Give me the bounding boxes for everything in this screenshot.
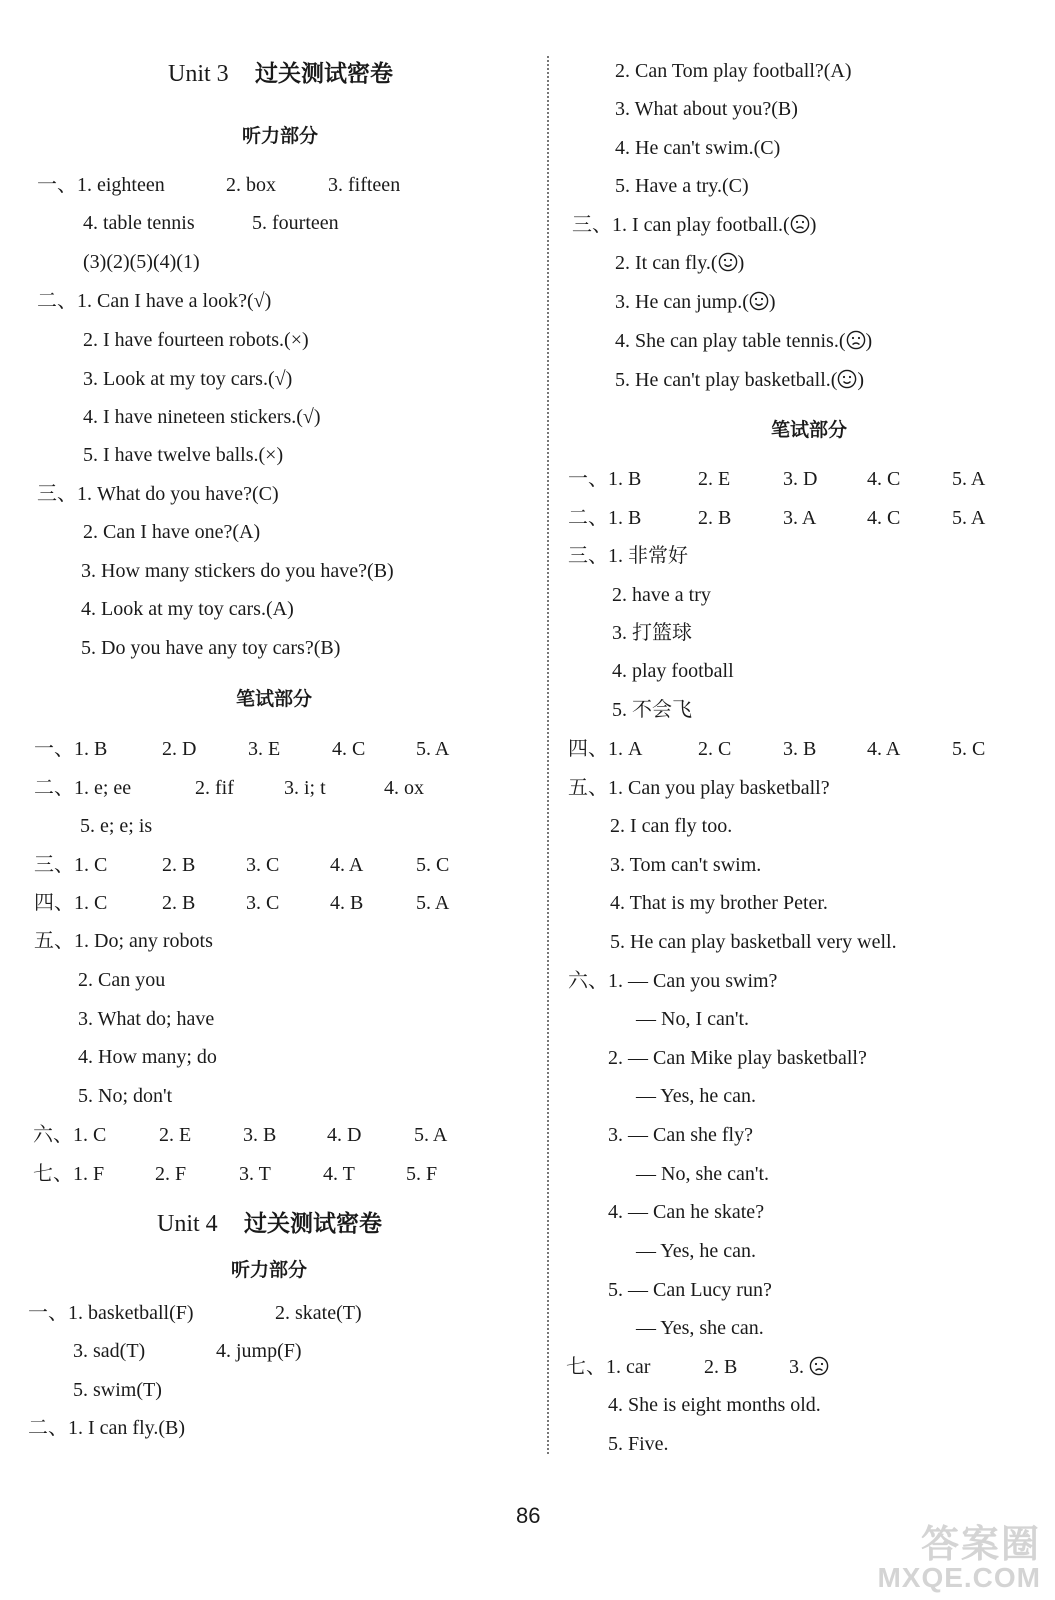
- answer-text: 5. Five.: [608, 1433, 669, 1455]
- answer-text: 听力部分: [242, 125, 319, 147]
- answer-text: 3. Tom can't swim.: [610, 854, 762, 876]
- answer-text: 2. box: [226, 174, 276, 196]
- answer-text: 2. E: [698, 468, 731, 490]
- answer-text: 笔试部分: [236, 688, 313, 710]
- answer-text: 2. Can Tom play football?(A): [615, 60, 852, 82]
- answer-text: 5. e; e; is: [80, 815, 153, 837]
- sad-face-icon: [846, 330, 866, 356]
- answer-text: 5. C: [952, 738, 986, 760]
- answer-text: 3. T: [239, 1163, 271, 1185]
- answer-text: 2. fif: [195, 777, 234, 799]
- answer-text: 4. T: [323, 1163, 355, 1185]
- answer-text: 3. What about you?(B): [615, 98, 798, 120]
- answer-text: 5. — Can Lucy run?: [608, 1279, 772, 1301]
- answer-text: 4. — Can he skate?: [608, 1201, 765, 1223]
- answer-text: — No, I can't.: [636, 1008, 750, 1030]
- answer-text: 5. I have twelve balls.(×): [83, 444, 284, 466]
- answer-text: 4. A: [330, 854, 364, 876]
- answer-text: 5. C: [416, 854, 450, 876]
- answer-text: (3)(2)(5)(4)(1): [83, 251, 200, 273]
- answer-text: 2. I have fourteen robots.(×): [83, 329, 309, 351]
- answer-text: 二、1. Can I have a look?(√): [37, 290, 272, 312]
- answer-text: 3. Look at my toy cars.(√): [83, 368, 293, 390]
- answer-text: 听力部分: [231, 1259, 308, 1281]
- answer-text: 2. B: [162, 854, 196, 876]
- answer-text: 一、1. eighteen: [37, 174, 165, 196]
- answer-text: Unit 3: [168, 61, 229, 87]
- answer-text: 3. E: [248, 738, 281, 760]
- answer-text: 5. No; don't: [78, 1085, 173, 1107]
- answer-text: 5. Have a try.(C): [615, 175, 749, 197]
- answer-text: 5. He can play basketball very well.: [610, 931, 897, 953]
- unit-title-zh: 过关测试密卷: [244, 1211, 382, 1237]
- answer-text-tail: ): [857, 369, 865, 391]
- answer-text: 四、1. C: [34, 892, 108, 914]
- answer-text: 3. sad(T): [73, 1340, 146, 1362]
- answer-text-tail: ): [737, 252, 745, 274]
- answer-text: 3. C: [246, 892, 280, 914]
- answer-text: 2. Can you: [78, 969, 166, 991]
- answer-text: 4. C: [867, 468, 901, 490]
- answer-text: 一、1. B: [568, 468, 642, 490]
- column-divider: [547, 56, 549, 1454]
- answer-text: 三、1. I can play football.( ): [572, 213, 816, 240]
- answer-text: Unit 4: [157, 1211, 218, 1237]
- answer-text: 5. A: [414, 1124, 448, 1146]
- answer-text: 5. swim(T): [73, 1379, 162, 1401]
- answer-text: 4. D: [327, 1124, 362, 1146]
- answer-text: 4. Look at my toy cars.(A): [81, 598, 294, 620]
- smiley-face-icon: [837, 369, 857, 395]
- answer-text: 七、1. F: [33, 1163, 105, 1185]
- answer-text: 5. fourteen: [252, 212, 339, 234]
- watermark-url: MXQE.COM: [877, 1562, 1041, 1593]
- answer-text: 5. F: [406, 1163, 438, 1185]
- answer-text: — Yes, she can.: [636, 1317, 764, 1339]
- answer-text: 5. 不会飞: [612, 699, 692, 721]
- answer-text-tail: ): [809, 214, 817, 236]
- answer-text: 3. He can jump.( ): [615, 290, 776, 317]
- answer-text: 4. A: [867, 738, 901, 760]
- answer-text: 2. E: [159, 1124, 192, 1146]
- answer-text: 二、1. I can fly.(B): [28, 1417, 185, 1439]
- answer-text: 3. D: [783, 468, 818, 490]
- answer-text: 4. B: [330, 892, 364, 914]
- answer-text: 一、1. B: [34, 738, 108, 760]
- answer-text: 2. C: [698, 738, 732, 760]
- answer-text: 5. He can't play basketball.( ): [615, 368, 864, 395]
- answer-text: 3. i; t: [284, 777, 326, 799]
- sad-face-icon: [809, 1356, 829, 1382]
- answer-text: 3. What do; have: [78, 1008, 215, 1030]
- answer-text: 3. How many stickers do you have?(B): [81, 560, 394, 582]
- answer-text: 4. ox: [384, 777, 424, 799]
- answer-text: 3. C: [246, 854, 280, 876]
- unit-title-zh: 过关测试密卷: [255, 61, 393, 87]
- answer-text: 五、1. Do; any robots: [34, 930, 213, 952]
- answer-text: 3. fifteen: [328, 174, 401, 196]
- answer-text: 2. have a try: [612, 584, 711, 606]
- watermark: [877, 1526, 1041, 1592]
- answer-text: 笔试部分: [771, 419, 848, 441]
- answer-text: 3. — Can she fly?: [608, 1124, 753, 1146]
- answer-text: 三、1. What do you have?(C): [37, 483, 279, 505]
- answer-text: 5. Do you have any toy cars?(B): [81, 637, 341, 659]
- answer-text: 六、1. — Can you swim?: [568, 970, 778, 992]
- answer-text: 4. C: [332, 738, 366, 760]
- answer-text: 4. He can't swim.(C): [615, 137, 781, 159]
- answer-text: 5. A: [952, 468, 986, 490]
- answer-text: — Yes, he can.: [636, 1240, 756, 1262]
- answer-text: 2. B: [698, 507, 732, 529]
- answer-text: 五、1. Can you play basketball?: [568, 777, 830, 799]
- answer-text: 5. A: [952, 507, 986, 529]
- answer-text: 3. B: [243, 1124, 277, 1146]
- answer-text: 3. A: [783, 507, 817, 529]
- answer-text: 4. She is eight months old.: [608, 1394, 821, 1416]
- answer-text: 2. Can I have one?(A): [83, 521, 261, 543]
- answer-text: 4. C: [867, 507, 901, 529]
- page-number: 86: [516, 1503, 541, 1528]
- answer-text: 3.: [789, 1355, 829, 1382]
- answer-text: 4. play football: [612, 660, 734, 682]
- answer-text: 三、1. 非常好: [568, 545, 688, 567]
- answer-text: 二、1. B: [568, 507, 642, 529]
- answer-text: 三、1. C: [34, 854, 108, 876]
- answer-text: — No, she can't.: [636, 1163, 770, 1185]
- answer-text: 5. A: [416, 738, 450, 760]
- answer-text: 2. I can fly too.: [610, 815, 733, 837]
- smiley-face-icon: [749, 291, 769, 317]
- answer-text: 2. B: [704, 1356, 738, 1378]
- answer-text: 4. jump(F): [216, 1340, 302, 1362]
- answer-text: 2. B: [162, 892, 196, 914]
- answer-text: 2. D: [162, 738, 197, 760]
- answer-text: 4. That is my brother Peter.: [610, 892, 828, 914]
- answer-text: 六、1. C: [33, 1124, 107, 1146]
- answer-text: 4. How many; do: [78, 1046, 217, 1068]
- answer-text: 3. B: [783, 738, 817, 760]
- answer-text: 2. It can fly.( ): [615, 251, 744, 278]
- answer-text-tail: ): [865, 330, 873, 352]
- answer-text: 4. I have nineteen stickers.(√): [83, 406, 321, 428]
- answer-text: 七、1. car: [566, 1356, 651, 1378]
- answer-text: 4. table tennis: [83, 212, 195, 234]
- answer-text: 3. 打篮球: [612, 622, 692, 644]
- answer-text: 2. — Can Mike play basketball?: [608, 1047, 867, 1069]
- answer-text: — Yes, he can.: [636, 1085, 756, 1107]
- smiley-face-icon: [718, 252, 738, 278]
- answer-text: 二、1. e; ee: [34, 777, 132, 799]
- answer-text: 2. F: [155, 1163, 187, 1185]
- watermark-text: 答案圈: [920, 1524, 1041, 1566]
- answer-text: 一、1. basketball(F): [28, 1302, 194, 1324]
- answer-text-tail: ): [768, 291, 776, 313]
- answer-text: 4. She can play table tennis.( ): [615, 329, 872, 356]
- answer-text: 2. skate(T): [275, 1302, 362, 1324]
- sad-face-icon: [790, 214, 810, 240]
- answer-text: 四、1. A: [568, 738, 643, 760]
- answer-text: 5. A: [416, 892, 450, 914]
